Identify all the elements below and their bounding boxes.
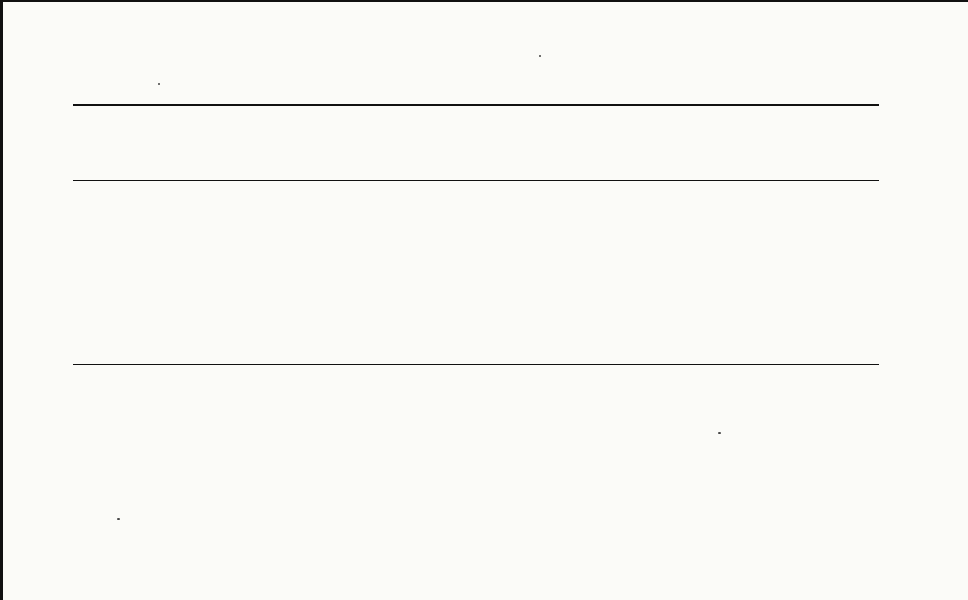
- scan-speck: [718, 432, 721, 434]
- header-bottom-rule: [73, 180, 879, 181]
- header-designation: [73, 105, 430, 180]
- scan-speck: [158, 83, 160, 85]
- scan-speck: [539, 55, 541, 57]
- scan-border-top: [0, 0, 968, 2]
- running-header: [946, 76, 966, 94]
- scan-speck: [117, 518, 120, 520]
- table-bottom-rule: [73, 364, 879, 365]
- scan-border-left: [0, 0, 3, 600]
